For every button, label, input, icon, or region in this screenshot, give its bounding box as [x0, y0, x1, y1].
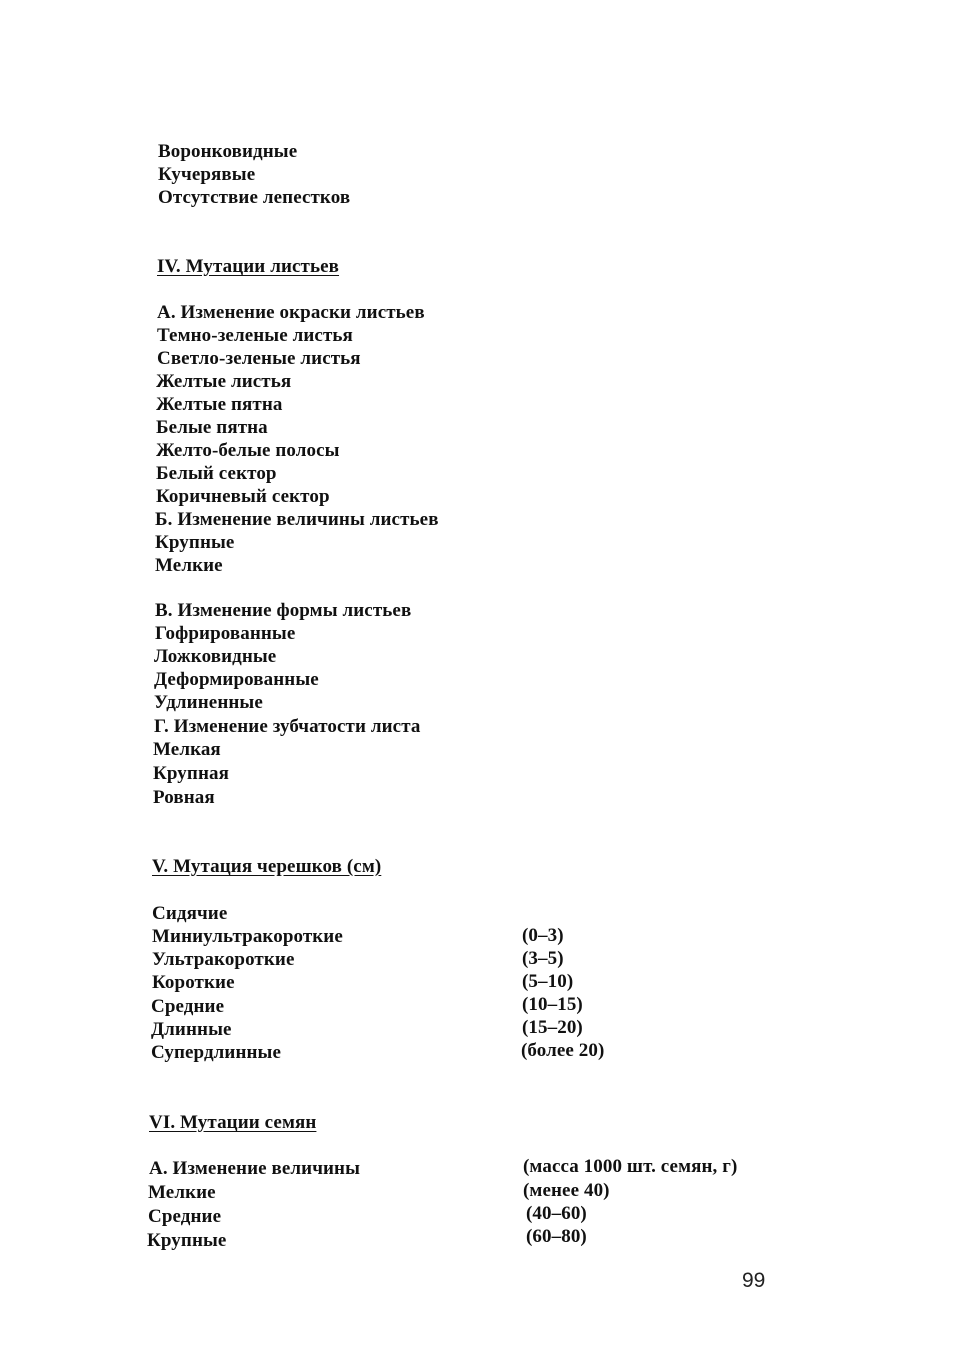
list-item: Желто-белые полосы — [156, 440, 340, 461]
list-item: Крупные — [155, 532, 235, 553]
list-item: Темно-зеленые листья — [157, 325, 353, 346]
table-row-value: (0–3) — [522, 925, 564, 946]
table-row-value: (10–15) — [522, 994, 583, 1015]
list-item: Желтые пятна — [156, 394, 283, 415]
subsection-a-title: А. Изменение окраски листьев — [157, 302, 425, 323]
petal-item: Кучерявые — [158, 164, 256, 185]
table-row-label: Супердлинные — [151, 1042, 282, 1063]
table-row-label: Крупные — [147, 1230, 227, 1251]
table-header-value: (масса 1000 шт. семян, г) — [523, 1156, 738, 1177]
table-row-value: (3–5) — [522, 948, 564, 969]
subsection-g-title: Г. Изменение зубчатости листа — [154, 716, 421, 737]
petal-item: Воронковидные — [158, 141, 298, 162]
list-item: Крупная — [153, 763, 229, 784]
subsection-a-title: А. Изменение величины — [149, 1158, 361, 1179]
table-row-label: Средние — [148, 1206, 222, 1227]
list-item: Гофрированные — [155, 623, 296, 644]
petal-item: Отсутствие лепестков — [158, 187, 351, 208]
table-row-value: (60–80) — [526, 1226, 587, 1247]
table-row-label: Длинные — [151, 1019, 232, 1040]
page-number: 99 — [742, 1269, 766, 1292]
section-v-heading: V. Мутация черешков (см) — [152, 856, 382, 877]
table-row-label: Короткие — [152, 972, 235, 993]
list-item: Удлиненные — [154, 692, 263, 713]
table-row-value: (более 20) — [521, 1040, 605, 1061]
subsection-v-title: В. Изменение формы листьев — [155, 600, 412, 621]
table-row-value: (5–10) — [522, 971, 574, 992]
table-row-value: (менее 40) — [523, 1180, 610, 1201]
section-vi-heading: VI. Мутации семян — [149, 1112, 317, 1133]
subsection-b-title: Б. Изменение величины листьев — [155, 509, 439, 530]
list-item: Светло-зеленые листья — [157, 348, 361, 369]
list-item: Желтые листья — [156, 371, 292, 392]
table-row-value: (40–60) — [526, 1203, 587, 1224]
list-item: Коричневый сектор — [156, 486, 330, 507]
table-row-label: Сидячие — [152, 903, 228, 924]
list-item: Ровная — [153, 787, 215, 808]
table-row-value: (15–20) — [522, 1017, 583, 1038]
list-item: Белый сектор — [156, 463, 277, 484]
list-item: Мелкая — [153, 739, 221, 760]
list-item: Белые пятна — [156, 417, 268, 438]
table-row-label: Средние — [151, 996, 225, 1017]
list-item: Ложковидные — [154, 646, 277, 667]
table-row-label: Ультракороткие — [152, 949, 295, 970]
list-item: Мелкие — [155, 555, 223, 576]
section-iv-heading: IV. Мутации листьев — [157, 256, 340, 277]
table-row-label: Мелкие — [148, 1182, 216, 1203]
table-row-label: Миниультракороткие — [152, 926, 343, 947]
list-item: Деформированные — [154, 669, 319, 690]
